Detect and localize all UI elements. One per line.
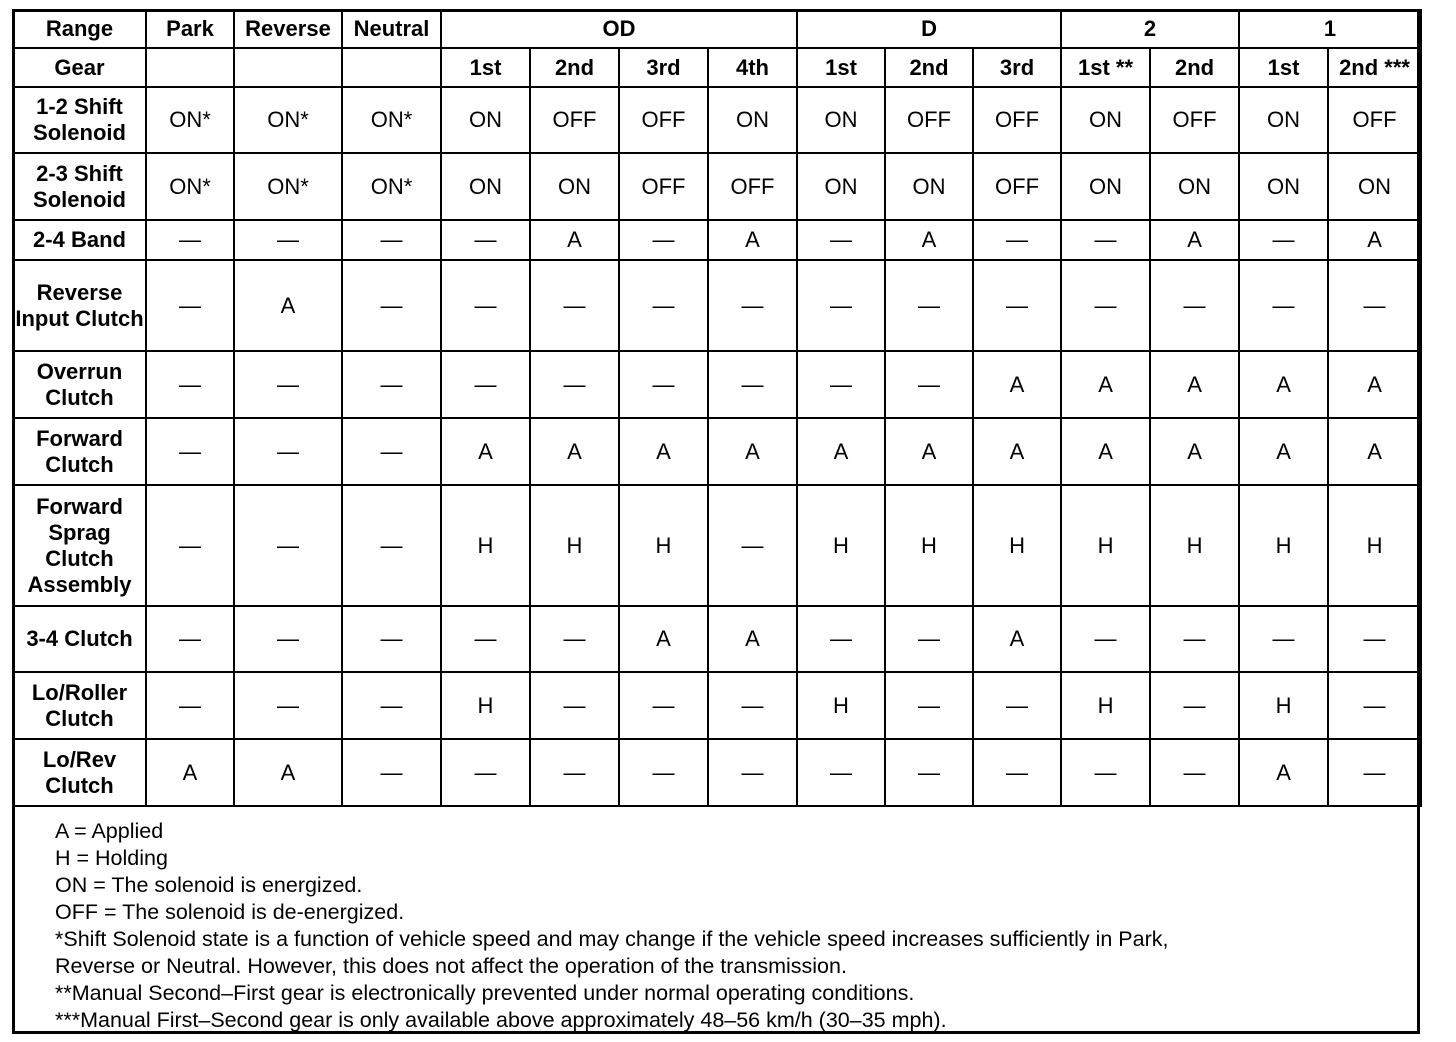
gear-cell: 4th: [708, 48, 797, 87]
gear-cell: 1st **: [1061, 48, 1150, 87]
table-cell: —: [885, 351, 973, 418]
table-cell: —: [1328, 672, 1421, 739]
gear-label: Gear: [13, 48, 146, 87]
gear-cell: 1st: [441, 48, 530, 87]
table-cell: —: [342, 260, 441, 351]
table-cell: —: [1328, 606, 1421, 672]
gear-cell: 1st: [1239, 48, 1328, 87]
gear-cell: [342, 48, 441, 87]
table-cell: H: [797, 485, 885, 606]
legend-line: ON = The solenoid is energized.: [55, 873, 363, 897]
table-cell: A: [234, 739, 342, 806]
table-cell: —: [342, 418, 441, 485]
range-neutral: Neutral: [342, 10, 441, 48]
table-cell: A: [1328, 220, 1421, 260]
table-row: [13, 87, 1421, 153]
table-cell: H: [530, 485, 619, 606]
table-cell: ON*: [146, 153, 234, 220]
table-cell: H: [1061, 672, 1150, 739]
gear-cell: 3rd: [619, 48, 708, 87]
table-cell: —: [797, 220, 885, 260]
table-row: [13, 220, 1421, 260]
table-cell: A: [1061, 418, 1150, 485]
table-cell: —: [234, 351, 342, 418]
table-row: [13, 739, 1421, 806]
range-od: OD: [441, 10, 797, 48]
table-cell: OFF: [708, 153, 797, 220]
table-cell: —: [708, 739, 797, 806]
table-cell: —: [146, 485, 234, 606]
table-cell: —: [885, 672, 973, 739]
table-cell: A: [234, 260, 342, 351]
table-cell: OFF: [1328, 87, 1421, 153]
table-cell: ON: [1061, 87, 1150, 153]
row-label: 1-2 Shift Solenoid: [13, 87, 146, 153]
table-cell: —: [530, 739, 619, 806]
gear-cell: 2nd: [530, 48, 619, 87]
table-cell: OFF: [530, 87, 619, 153]
table-cell: OFF: [973, 87, 1061, 153]
table-cell: —: [1150, 606, 1239, 672]
table-cell: —: [234, 606, 342, 672]
table-cell: ON*: [234, 87, 342, 153]
table-cell: OFF: [973, 153, 1061, 220]
table-cell: —: [234, 485, 342, 606]
table-cell: A: [973, 606, 1061, 672]
table-cell: —: [1239, 606, 1328, 672]
table-cell: A: [619, 606, 708, 672]
gear-cell: 1st: [797, 48, 885, 87]
gear-cell: [146, 48, 234, 87]
table-cell: H: [1239, 672, 1328, 739]
table-cell: —: [146, 260, 234, 351]
row-label: Forward Clutch: [13, 418, 146, 485]
table-cell: A: [973, 418, 1061, 485]
table-cell: —: [441, 606, 530, 672]
table-cell: —: [530, 606, 619, 672]
shift-solenoid-table: [12, 9, 1422, 807]
table-cell: —: [797, 260, 885, 351]
table-cell: ON*: [146, 87, 234, 153]
table-cell: ON: [1239, 87, 1328, 153]
table-cell: A: [973, 351, 1061, 418]
table-cell: —: [234, 672, 342, 739]
table-cell: ON: [441, 153, 530, 220]
legend-line: A = Applied: [55, 819, 164, 843]
table-cell: —: [530, 260, 619, 351]
table-cell: —: [1061, 739, 1150, 806]
table-cell: —: [797, 351, 885, 418]
table-cell: H: [885, 485, 973, 606]
table-cell: —: [530, 672, 619, 739]
table-cell: —: [619, 672, 708, 739]
table-cell: —: [1150, 739, 1239, 806]
table-cell: A: [441, 418, 530, 485]
table-cell: ON: [797, 153, 885, 220]
table-cell: ON: [1239, 153, 1328, 220]
table-cell: H: [441, 672, 530, 739]
table-cell: H: [1328, 485, 1421, 606]
gear-cell: 2nd: [1150, 48, 1239, 87]
table-cell: ON*: [234, 153, 342, 220]
table-cell: —: [797, 606, 885, 672]
table-cell: A: [1150, 418, 1239, 485]
table-cell: ON: [441, 87, 530, 153]
table-cell: —: [619, 739, 708, 806]
gear-cell: 2nd ***: [1328, 48, 1421, 87]
table-cell: ON: [1328, 153, 1421, 220]
table-cell: —: [146, 220, 234, 260]
table-cell: —: [530, 351, 619, 418]
table-cell: —: [708, 351, 797, 418]
table-cell: —: [885, 260, 973, 351]
gear-header-row: [13, 48, 1421, 87]
row-label: 2-3 Shift Solenoid: [13, 153, 146, 220]
legend-line: **Manual Second–First gear is electronically prevented under normal operating conditions.: [55, 981, 915, 1005]
table-cell: ON: [797, 87, 885, 153]
table-cell: H: [1150, 485, 1239, 606]
table-cell: H: [619, 485, 708, 606]
table-cell: A: [1239, 739, 1328, 806]
table-cell: —: [619, 260, 708, 351]
table-cell: —: [1239, 220, 1328, 260]
table-cell: —: [342, 485, 441, 606]
table-cell: A: [1328, 351, 1421, 418]
table-cell: A: [885, 220, 973, 260]
table-cell: A: [619, 418, 708, 485]
table-cell: —: [885, 739, 973, 806]
table-cell: ON: [708, 87, 797, 153]
table-cell: —: [708, 260, 797, 351]
table-cell: —: [1150, 260, 1239, 351]
table-cell: OFF: [885, 87, 973, 153]
table-cell: A: [708, 220, 797, 260]
table-cell: ON*: [342, 87, 441, 153]
table-cell: —: [797, 739, 885, 806]
legend-line: ***Manual First–Second gear is only available above approximately 48–56 km/h (30–35 mph).: [55, 1008, 947, 1032]
shift-table-sheet: [12, 9, 1420, 1034]
table-cell: A: [885, 418, 973, 485]
table-cell: —: [708, 485, 797, 606]
range-2: 2: [1061, 10, 1239, 48]
table-cell: A: [1239, 418, 1328, 485]
legend-line: H = Holding: [55, 846, 168, 870]
table-cell: ON: [1061, 153, 1150, 220]
row-label: 2-4 Band: [13, 220, 146, 260]
table-row: [13, 672, 1421, 739]
legend-line: *Shift Solenoid state is a function of vehicle speed and may change if the vehicle speed increases sufficiently in Park,: [55, 927, 1169, 951]
table-cell: ON: [530, 153, 619, 220]
table-cell: —: [619, 351, 708, 418]
table-cell: —: [1328, 739, 1421, 806]
table-cell: H: [797, 672, 885, 739]
table-cell: H: [441, 485, 530, 606]
table-cell: —: [146, 672, 234, 739]
range-label: Range: [13, 10, 146, 48]
row-label: Lo/Roller Clutch: [13, 672, 146, 739]
table-cell: —: [973, 260, 1061, 351]
table-cell: A: [1150, 351, 1239, 418]
table-row: [13, 418, 1421, 485]
range-header-row: [13, 10, 1421, 48]
table-cell: —: [342, 739, 441, 806]
table-cell: —: [234, 418, 342, 485]
row-label: Overrun Clutch: [13, 351, 146, 418]
legend: [55, 818, 1407, 1034]
table-cell: —: [441, 351, 530, 418]
table-cell: H: [973, 485, 1061, 606]
legend-line: Reverse or Neutral. However, this does not affect the operation of the transmission.: [55, 954, 847, 978]
table-cell: OFF: [1150, 87, 1239, 153]
table-cell: A: [797, 418, 885, 485]
table-cell: A: [1328, 418, 1421, 485]
table-row: [13, 606, 1421, 672]
table-cell: —: [441, 220, 530, 260]
table-cell: A: [708, 606, 797, 672]
gear-cell: 2nd: [885, 48, 973, 87]
table-cell: A: [530, 418, 619, 485]
table-cell: —: [973, 739, 1061, 806]
table-cell: OFF: [619, 87, 708, 153]
table-cell: ON*: [342, 153, 441, 220]
row-label: Forward Sprag Clutch Assembly: [13, 485, 146, 606]
table-cell: A: [708, 418, 797, 485]
table-cell: H: [1061, 485, 1150, 606]
table-cell: ON: [1150, 153, 1239, 220]
legend-line: OFF = The solenoid is de-energized.: [55, 900, 405, 924]
table-cell: —: [146, 418, 234, 485]
table-cell: —: [619, 220, 708, 260]
table-row: [13, 485, 1421, 606]
table-cell: A: [1239, 351, 1328, 418]
range-reverse: Reverse: [234, 10, 342, 48]
table-cell: A: [146, 739, 234, 806]
table-cell: —: [342, 351, 441, 418]
row-label: Lo/Rev Clutch: [13, 739, 146, 806]
table-cell: —: [342, 672, 441, 739]
table-row: [13, 351, 1421, 418]
range-park: Park: [146, 10, 234, 48]
table-cell: OFF: [619, 153, 708, 220]
table-cell: —: [1150, 672, 1239, 739]
table-cell: —: [1061, 220, 1150, 260]
table-cell: H: [1239, 485, 1328, 606]
table-row: [13, 153, 1421, 220]
table-cell: —: [708, 672, 797, 739]
row-label: 3-4 Clutch: [13, 606, 146, 672]
table-cell: —: [973, 672, 1061, 739]
gear-cell: 3rd: [973, 48, 1061, 87]
table-cell: —: [234, 220, 342, 260]
table-cell: —: [441, 739, 530, 806]
table-cell: —: [1328, 260, 1421, 351]
table-cell: —: [1061, 606, 1150, 672]
range-1: 1: [1239, 10, 1421, 48]
table-cell: —: [146, 351, 234, 418]
table-cell: —: [973, 220, 1061, 260]
table-cell: —: [342, 220, 441, 260]
table-cell: —: [885, 606, 973, 672]
table-cell: —: [1061, 260, 1150, 351]
table-cell: A: [1061, 351, 1150, 418]
table-cell: —: [342, 606, 441, 672]
table-cell: A: [1150, 220, 1239, 260]
table-cell: A: [530, 220, 619, 260]
row-label: Reverse Input Clutch: [13, 260, 146, 351]
table-cell: —: [146, 606, 234, 672]
table-row: [13, 260, 1421, 351]
gear-cell: [234, 48, 342, 87]
table-cell: ON: [885, 153, 973, 220]
range-d: D: [797, 10, 1061, 48]
table-cell: —: [1239, 260, 1328, 351]
table-cell: —: [441, 260, 530, 351]
